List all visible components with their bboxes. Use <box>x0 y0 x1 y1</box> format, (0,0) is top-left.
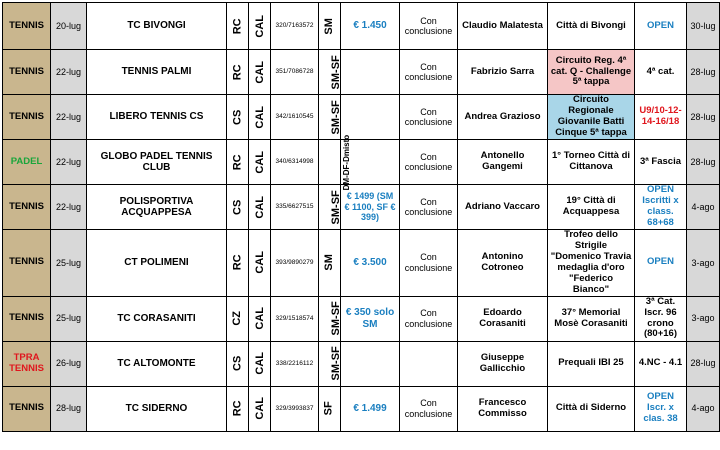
province-text: CZ <box>231 311 244 326</box>
end-date-cell: 30-lug <box>687 3 720 50</box>
club-cell: CT POLIMENI <box>87 230 227 297</box>
type-cell <box>319 50 341 95</box>
region-text: CAL <box>253 352 266 375</box>
type-text: SM-SF <box>329 189 342 225</box>
province-text: RC <box>231 254 244 271</box>
table-row <box>3 95 720 140</box>
referee-cell: Antonello Gangemi <box>458 140 548 185</box>
start-date-cell: 28-lug <box>51 386 87 431</box>
end-date-cell: 28-lug <box>687 140 720 185</box>
referee-cell: Fabrizio Sarra <box>458 50 548 95</box>
sport-cell: TENNIS <box>3 386 51 431</box>
region-text: CAL <box>253 307 266 330</box>
prize-cell: € 1499 (SM € 1100, SF € 399) <box>341 185 400 230</box>
club-cell: TC SIDERNO <box>87 386 227 431</box>
start-date-cell: 25-lug <box>51 296 87 341</box>
province-text: RC <box>231 400 244 417</box>
end-date-cell: 3-ago <box>687 230 720 297</box>
conclusion-cell: Con conclusione <box>400 95 458 140</box>
prize-cell: € 1.450 <box>341 3 400 50</box>
referee-cell: Claudio Malatesta <box>458 3 548 50</box>
prize-cell: € 350 solo SM <box>341 296 400 341</box>
referee-cell: Edoardo Corasaniti <box>458 296 548 341</box>
table-body <box>3 3 720 432</box>
phone-cell: 351/7086728 <box>271 50 319 95</box>
table-row <box>3 341 720 386</box>
tournament-cell: Circuito Regionale Giovanile Batti Cinque 5ª tappa <box>548 95 635 140</box>
province-cell <box>227 140 249 185</box>
province-cell <box>227 230 249 297</box>
type-cell <box>319 230 341 297</box>
region-text: CAL <box>253 60 266 84</box>
sport-cell: TENNIS <box>3 50 51 95</box>
referee-cell: Francesco Commisso <box>458 386 548 431</box>
category-cell: OPEN <box>635 230 687 297</box>
table-row <box>3 3 720 50</box>
province-cell <box>227 296 249 341</box>
sport-cell: TPRA TENNIS <box>3 341 51 386</box>
category-cell: 3ª Cat. Iscr. 96 crono (80+16) <box>635 296 687 341</box>
tournament-cell: 1° Torneo Città di Cittanova <box>548 140 635 185</box>
region-text: CAL <box>253 14 266 38</box>
type-cell <box>319 134 352 191</box>
end-date-cell: 4-ago <box>687 185 720 230</box>
referee-cell: Andrea Grazioso <box>458 95 548 140</box>
category-cell: U9/10-12-14-16/18 <box>635 95 687 140</box>
conclusion-cell: Con conclusione <box>400 386 458 431</box>
category-cell: OPEN Iscr. x clas. 38 <box>635 386 687 431</box>
type-cell <box>319 296 341 341</box>
conclusion-cell: Con conclusione <box>400 230 458 297</box>
club-cell: GLOBO PADEL TENNIS CLUB <box>87 140 227 185</box>
prize-cell <box>341 341 400 386</box>
type-cell <box>319 185 341 230</box>
region-cell <box>249 3 271 50</box>
phone-cell: 335/6627515 <box>271 185 319 230</box>
region-cell <box>249 50 271 95</box>
type-text: DM-DF-Dmisto <box>342 134 352 191</box>
type-cell <box>319 95 341 140</box>
province-text: RC <box>231 18 244 34</box>
type-text: SM-SF <box>329 346 342 381</box>
prize-cell: € 1.499 <box>341 386 400 431</box>
category-cell: 4ª cat. <box>635 50 687 95</box>
club-cell: TC CORASANITI <box>87 296 227 341</box>
province-text: RC <box>231 154 244 170</box>
phone-cell: 320/7163572 <box>271 3 319 50</box>
start-date-cell: 25-lug <box>51 230 87 297</box>
province-cell <box>227 386 249 431</box>
conclusion-cell: Con conclusione <box>400 140 458 185</box>
type-cell <box>319 341 341 386</box>
referee-cell: Giuseppe Gallicchio <box>458 341 548 386</box>
region-cell <box>249 341 271 386</box>
phone-cell: 393/9890279 <box>271 230 319 297</box>
sport-cell: PADEL <box>3 140 51 185</box>
type-cell <box>319 3 341 50</box>
phone-cell: 338/2216112 <box>271 341 319 386</box>
category-cell: OPEN Iscritti x class. 68+68 <box>635 185 687 230</box>
type-text: SF <box>323 401 336 416</box>
type-text: SM-SF <box>329 301 342 336</box>
type-cell <box>319 386 341 431</box>
tournament-cell: Città di Siderno <box>548 386 635 431</box>
region-text: CAL <box>253 251 266 275</box>
table-row <box>3 230 720 297</box>
start-date-cell: 22-lug <box>51 185 87 230</box>
tournament-table <box>2 2 720 432</box>
club-cell: TC BIVONGI <box>87 3 227 50</box>
club-cell: TENNIS PALMI <box>87 50 227 95</box>
start-date-cell: 22-lug <box>51 95 87 140</box>
table-row <box>3 185 720 230</box>
table-row <box>3 50 720 95</box>
sport-cell: TENNIS <box>3 185 51 230</box>
start-date-cell: 20-lug <box>51 3 87 50</box>
phone-cell: 329/3993837 <box>271 386 319 431</box>
tournament-cell: 19° Città di Acquappesa <box>548 185 635 230</box>
tournament-cell: Circuito Reg. 4ª cat. Q - Challenge 5ª tappa <box>548 50 635 95</box>
end-date-cell: 3-ago <box>687 296 720 341</box>
province-text: RC <box>231 64 244 80</box>
conclusion-cell: Con conclusione <box>400 3 458 50</box>
phone-cell: 329/1518574 <box>271 296 319 341</box>
region-text: CAL <box>253 150 266 174</box>
sport-cell: TENNIS <box>3 95 51 140</box>
province-text: CS <box>231 355 244 372</box>
referee-cell: Antonino Cotroneo <box>458 230 548 297</box>
type-text: SM-SF <box>329 54 342 90</box>
category-cell: 3ª Fascia <box>635 140 687 185</box>
region-text: CAL <box>253 105 266 129</box>
end-date-cell: 28-lug <box>687 95 720 140</box>
region-cell <box>249 185 271 230</box>
region-cell <box>249 296 271 341</box>
category-cell: 4.NC - 4.1 <box>635 341 687 386</box>
type-text: SM <box>323 17 336 35</box>
referee-cell: Adriano Vaccaro <box>458 185 548 230</box>
category-cell: OPEN <box>635 3 687 50</box>
prize-cell <box>341 50 400 95</box>
sport-cell: TENNIS <box>3 3 51 50</box>
conclusion-cell: Con conclusione <box>400 50 458 95</box>
sport-cell: TENNIS <box>3 296 51 341</box>
tournament-cell: Trofeo dello Strigile "Domenico Travia medaglia d'oro "Federico Bianco" <box>548 230 635 297</box>
tournament-cell: 37° Memorial Mosè Corasaniti <box>548 296 635 341</box>
conclusion-cell <box>400 341 458 386</box>
phone-cell: 342/1610545 <box>271 95 319 140</box>
club-cell: LIBERO TENNIS CS <box>87 95 227 140</box>
table-row <box>3 296 720 341</box>
province-cell <box>227 341 249 386</box>
type-text: SM-SF <box>329 99 342 135</box>
start-date-cell: 22-lug <box>51 140 87 185</box>
region-cell <box>249 140 271 185</box>
prize-cell: € 3.500 <box>341 230 400 297</box>
conclusion-cell: Con conclusione <box>400 185 458 230</box>
tournament-cell: Città di Bivongi <box>548 3 635 50</box>
table-row <box>3 386 720 431</box>
type-text: SM <box>323 254 336 272</box>
conclusion-cell: Con conclusione <box>400 296 458 341</box>
province-text: CS <box>231 109 244 125</box>
province-text: CS <box>231 199 244 215</box>
region-cell <box>249 386 271 431</box>
end-date-cell: 28-lug <box>687 341 720 386</box>
region-text: CAL <box>253 397 266 420</box>
province-cell <box>227 3 249 50</box>
start-date-cell: 26-lug <box>51 341 87 386</box>
start-date-cell: 22-lug <box>51 50 87 95</box>
club-cell: TC ALTOMONTE <box>87 341 227 386</box>
region-cell <box>249 95 271 140</box>
tournament-cell: Prequali IBI 25 <box>548 341 635 386</box>
end-date-cell: 28-lug <box>687 50 720 95</box>
phone-cell: 340/6314998 <box>271 140 319 185</box>
club-cell: POLISPORTIVA ACQUAPPESA <box>87 185 227 230</box>
prize-cell <box>341 95 400 140</box>
sport-cell: TENNIS <box>3 230 51 297</box>
table-row <box>3 140 720 185</box>
province-cell <box>227 95 249 140</box>
region-cell <box>249 230 271 297</box>
region-text: CAL <box>253 195 266 219</box>
province-cell <box>227 185 249 230</box>
end-date-cell: 4-ago <box>687 386 720 431</box>
province-cell <box>227 50 249 95</box>
